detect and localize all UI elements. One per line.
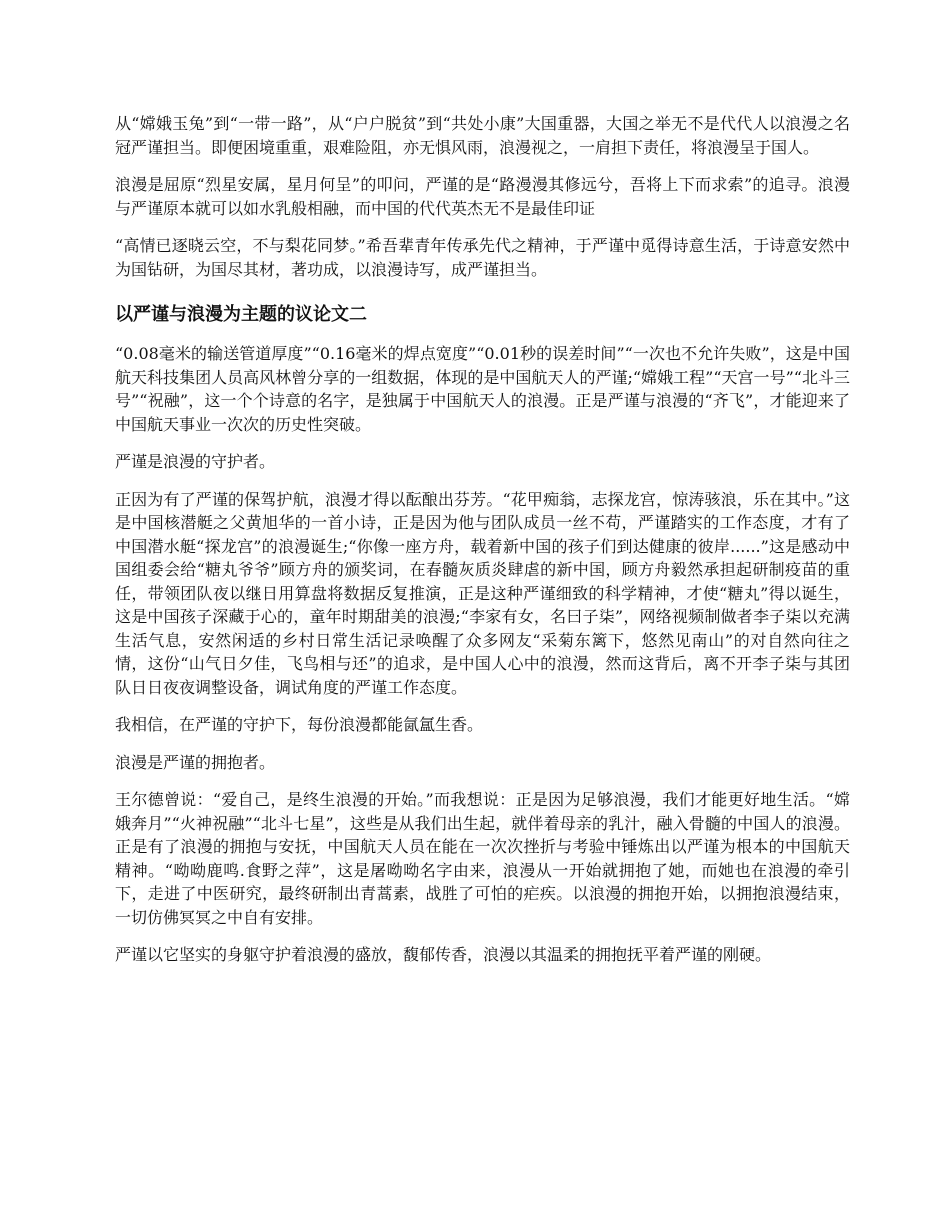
paragraph-conclusion: 严谨以它坚实的身躯守护着浪漫的盛放，馥郁传香，浪漫以其温柔的拥抱抚平着严谨的刚硬。 [115, 945, 772, 964]
paragraph-examples-embracer: 王尔德曾说：“爱自己，是终生浪漫的开始。”而我想说：正是因为足够浪漫，我们才能更好地生活。“嫦娥奔月”“火神祝融”“北斗七星”，这些是从我们出生起，就伴着母亲的乳汁，融入骨髓的中国人的浪漫。正是有了浪漫的拥抱与安抚，中国航天人员在能在一次次挫折与考验中锤炼出以严谨为根本的中国航天精神。“呦呦鹿鸣.食野之萍”，这是屠呦呦名字由来，浪漫从一开始就拥抱了她，而她也在浪漫的牵引下，走进了中医研究，最终研制出青蒿素，战胜了可怕的疟疾。以浪漫的拥抱开始，以拥抱浪漫结束，一切仿佛冥冥之中自有安排。 [115, 790, 850, 927]
paragraph-intro-2: 浪漫是屈原“烈星安属，星月何呈”的叩问，严谨的是“路漫漫其修远兮，吾将上下而求索”的追寻。浪漫与严谨原本就可以如水乳般相融，而中国的代代英杰无不是最佳印证 [115, 175, 850, 218]
section-heading: 以严谨与浪漫为主题的议论文二 [115, 304, 367, 325]
paragraph-belief: 我相信，在严谨的守护下，每份浪漫都能氤氲生香。 [115, 715, 484, 734]
paragraph-examples-guardian: 正因为有了严谨的保驾护航，浪漫才得以酝酿出芬芳。“花甲痴翁，志探龙宫，惊涛骇浪，乐在其中。”这是中国核潜艇之父黄旭华的一首小诗，正是因为他与团队成员一丝不苟，严谨踏实的工作态度，才有了中国潜水艇“探龙宫”的浪漫诞生;“你像一座方舟，载着新中国的孩子们到达健康的彼岸......”这是感动中国组委会给“糖丸爷爷”顾方舟的颁奖词，在春髓灰质炎肆虐的新中国，顾方舟毅然承担起研制疫苗的重任，带领团队夜以继日用算盘将数据反复推演，正是这种严谨细致的科学精神，才使“糖丸”得以诞生，这是中国孩子深藏于心的，童年时期甜美的浪漫;“李家有女，名曰子柒”，网络视频制做者李子柒以充满生活气息，安然闲适的乡村日常生活记录唤醒了众多网友“采菊东篱下，悠然见南山”的对自然向往之情，这份“山气日夕佳，飞鸟相与还”的追求，是中国人心中的浪漫，然而这背后，离不开李子柒与其团队日日夜夜调整设备，调试角度的严谨工作态度。 [115, 489, 850, 697]
paragraph-thesis-embracer: 浪漫是严谨的拥抱者。 [115, 752, 276, 772]
paragraph-intro-3: “高情已逐晓云空，不与梨花同梦。”希吾辈青年传承先代之精神，于严谨中觅得诗意生活，于诗意安然中为国钻研，为国尽其材，著功成，以浪漫诗写，成严谨担当。 [115, 236, 850, 279]
paragraph-aerospace-data: “0.08毫米的输送管道厚度”“0.16毫米的焊点宽度”“0.01秒的误差时间”“一次也不允许失败”，这是中国航天科技集团人员高风林曾分享的一组数据，体现的是中国航天人的严谨;“嫦娥工程”“天宫一号”“北斗三号”“祝融”，这一个个诗意的名字，是独属于中国航天人的浪漫。正是严谨与浪漫的“齐飞”，才能迎来了中国航天事业一次次的历史性突破。 [115, 344, 850, 434]
paragraph-intro-1: 从“嫦娥玉兔”到“一带一路”，从“户户脱贫”到“共处小康”大国重器，大国之举无不是代代人以浪漫之名冠严谨担当。即便困境重重，艰难险阻，亦无惧风雨，浪漫视之，一肩担下责任，将浪漫呈于国人。 [115, 114, 850, 157]
paragraph-thesis-guardian: 严谨是浪漫的守护者。 [115, 452, 276, 471]
document-body [115, 112, 850, 981]
